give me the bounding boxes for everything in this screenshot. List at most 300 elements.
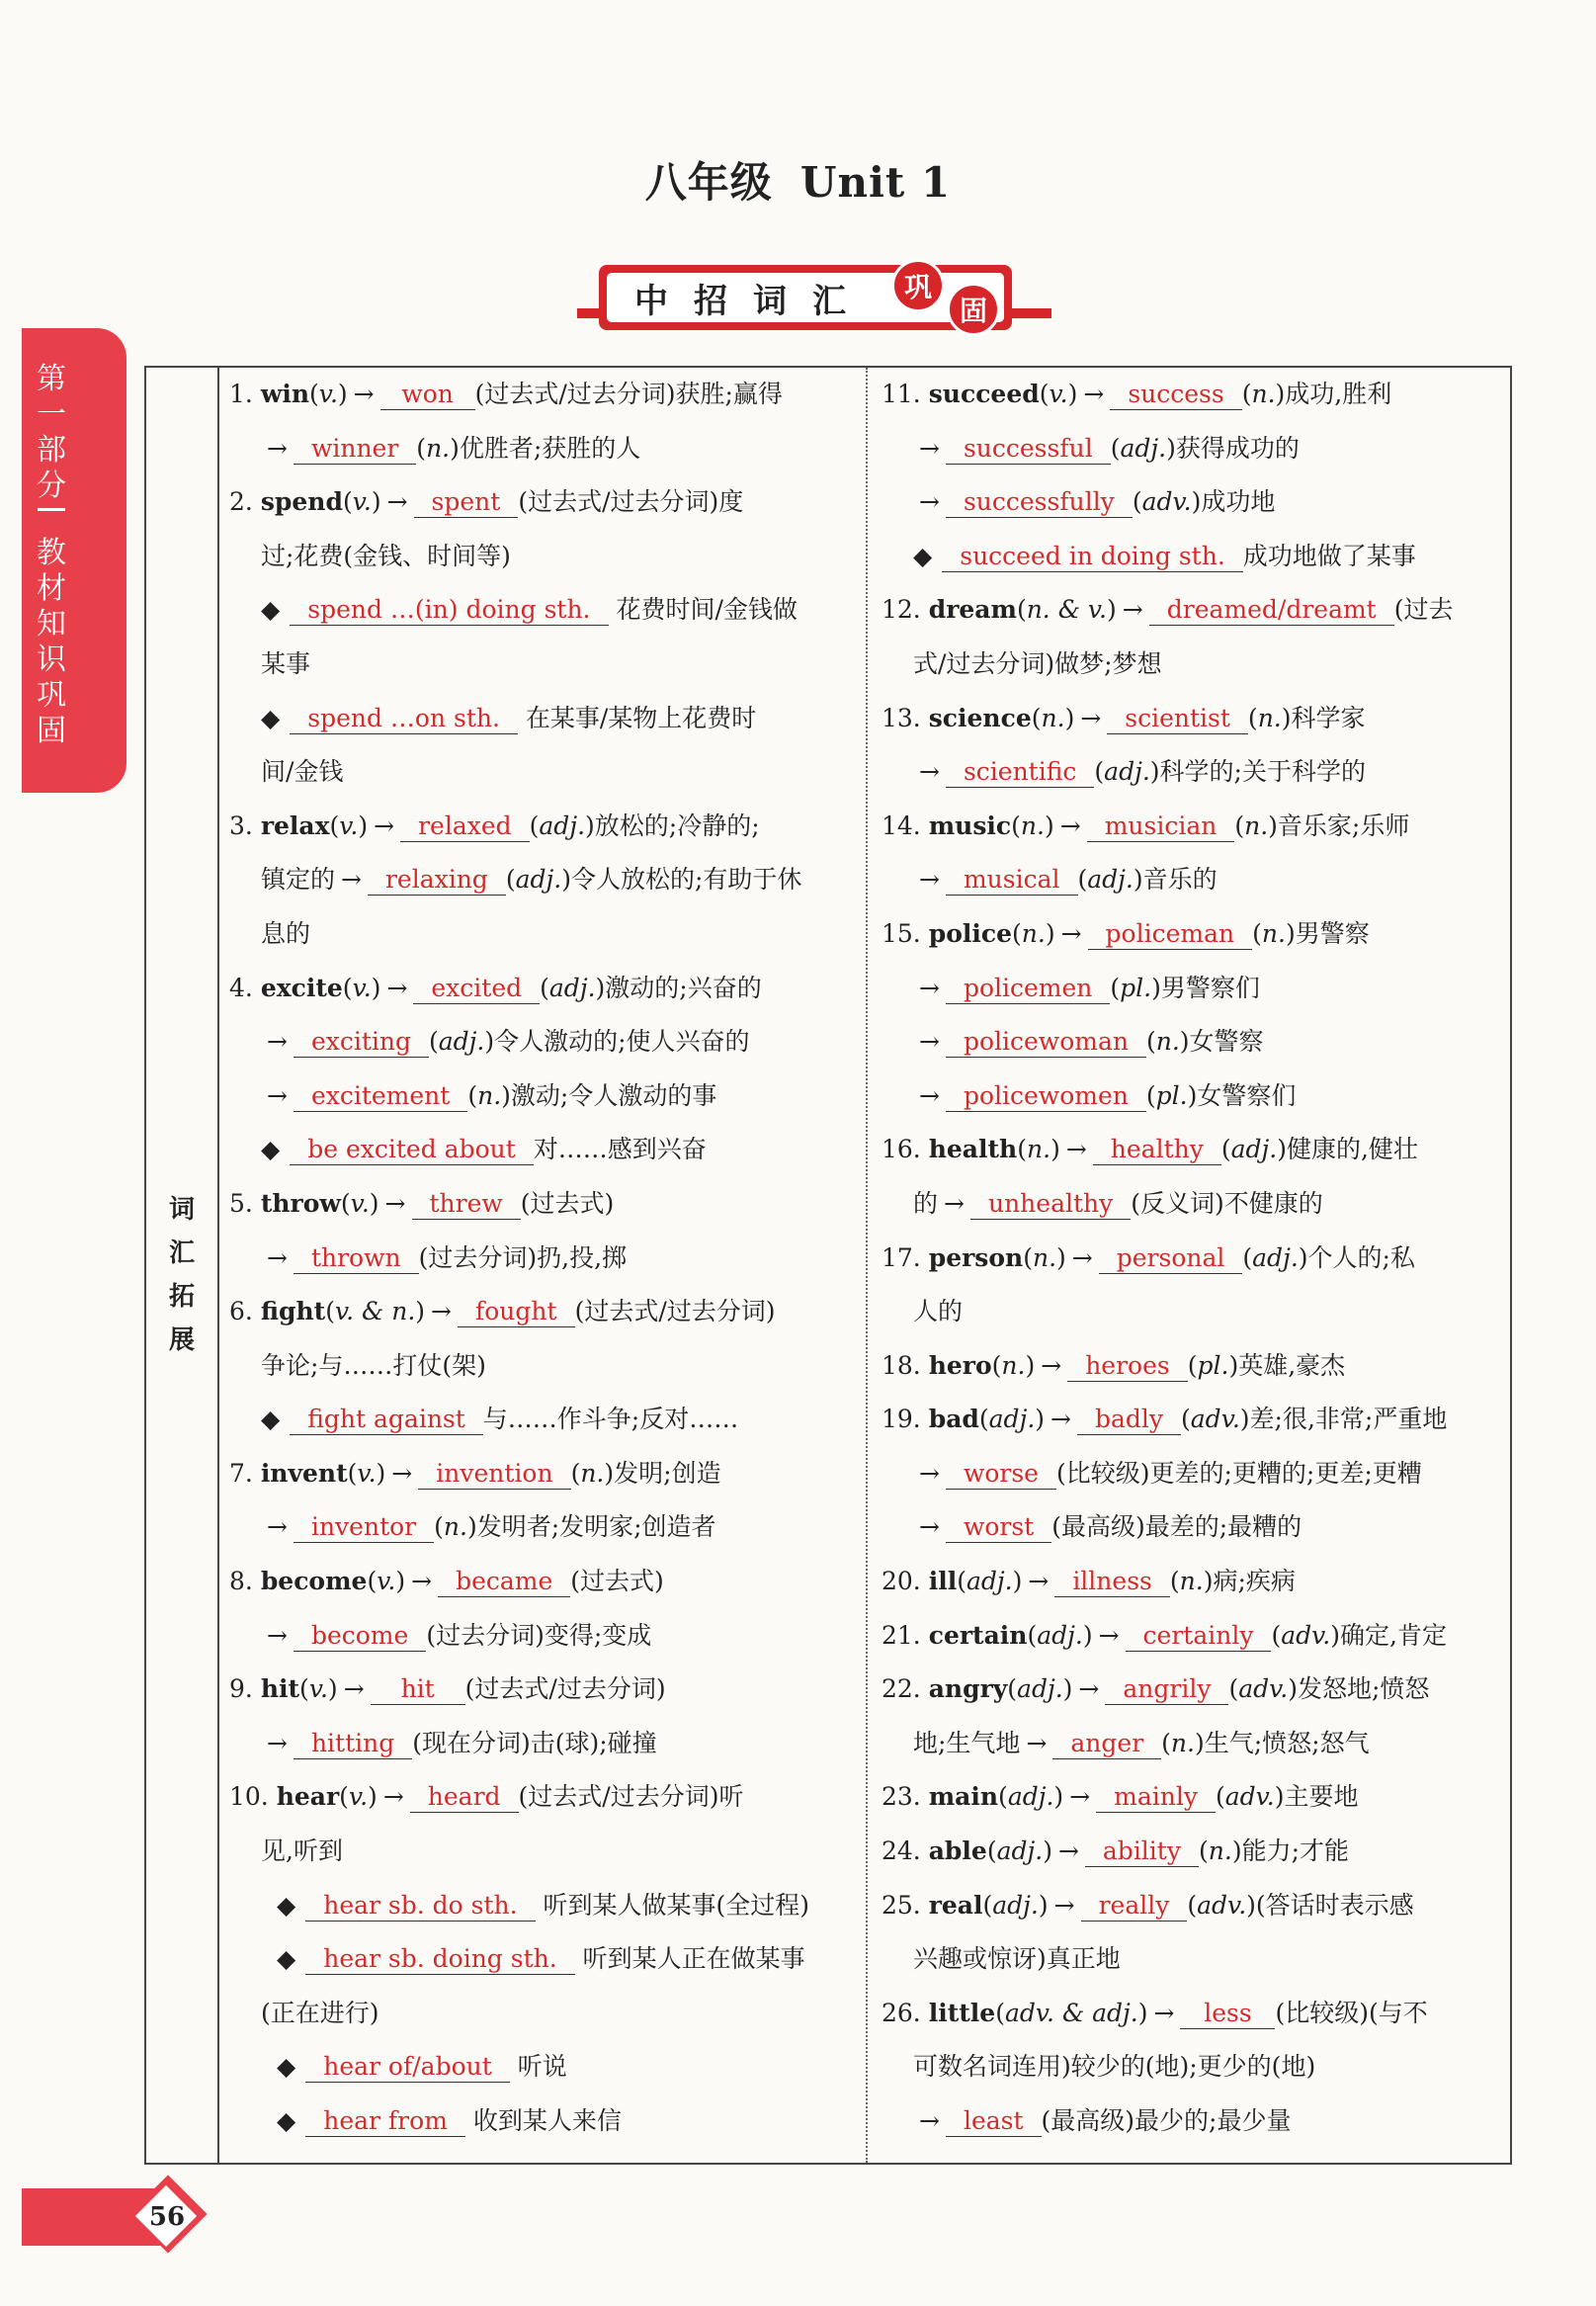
text: )令人放松的;有助于休 — [561, 865, 802, 895]
text: 兴趣或惊讶)真正地 — [913, 1944, 1121, 1974]
answer-blank: heard — [410, 1782, 519, 1813]
banner-char: 中 — [634, 281, 668, 321]
headword: health — [928, 1135, 1018, 1164]
text: ) — [368, 1782, 378, 1812]
answer-blank: least — [946, 2106, 1042, 2137]
answer-blank: musician — [1087, 811, 1235, 842]
part-of-speech: n. — [443, 1512, 467, 1542]
vocab-line — [882, 1987, 1504, 2041]
text: )科学的;关于科学的 — [1149, 757, 1366, 787]
answer-blank: spend …(in) doing sth. — [290, 595, 608, 626]
part-of-speech: v. — [339, 811, 359, 840]
text: 成功地做了某事 — [1242, 541, 1416, 570]
text: 息的 — [261, 918, 311, 948]
part-of-speech: adj. — [1230, 1135, 1278, 1164]
text: 花费时间/金钱做 — [608, 595, 798, 625]
text: (比较级)(与不 — [1275, 1998, 1428, 2027]
text: ) — [1067, 380, 1078, 408]
diamond-bullet: ◆ — [277, 2052, 296, 2082]
banner-badge: 巩 — [891, 259, 945, 312]
text: ( — [1094, 757, 1105, 787]
arrow: → — [919, 1458, 940, 1488]
part-of-speech: adj. — [438, 1027, 485, 1057]
arrow: → — [919, 1027, 940, 1057]
diamond-bullet: ◆ — [261, 595, 281, 625]
text: ( — [986, 1836, 997, 1866]
vocab-line — [882, 1393, 1504, 1447]
answer-blank: thrown — [294, 1243, 419, 1274]
arrow: → — [353, 380, 375, 408]
answer-blank: unhealthy — [970, 1189, 1131, 1220]
headword: music — [928, 811, 1012, 840]
text: 听到某人做某事(全过程) — [535, 1890, 810, 1920]
text: )病;疾病 — [1203, 1567, 1296, 1596]
text: ) — [1107, 595, 1117, 625]
text: ( — [309, 380, 319, 408]
vocab-line — [882, 638, 1504, 692]
text: (过去式/过去分词)获胜;赢得 — [474, 380, 783, 408]
arrow: → — [919, 433, 940, 463]
text: 见,听到 — [261, 1836, 343, 1866]
text: ( — [1016, 595, 1027, 625]
text: ( — [416, 433, 427, 463]
part-of-speech: n. — [1257, 703, 1282, 732]
headword: certain — [928, 1620, 1028, 1650]
page-title — [0, 150, 1596, 210]
headword: science — [928, 703, 1032, 732]
vocab-line — [229, 1285, 862, 1339]
vocab-line — [882, 475, 1504, 530]
text: (过去式) — [520, 1188, 615, 1218]
text: 1. — [229, 380, 261, 408]
part-of-speech: adv. — [1197, 1890, 1247, 1920]
part-of-speech: v. — [352, 973, 372, 1002]
text: (比较级)更差的;更糟的;更差;更糟 — [1055, 1458, 1422, 1488]
part-of-speech: adj. — [1007, 1782, 1054, 1812]
arrow: → — [1026, 1728, 1048, 1757]
part-of-speech: adj. — [996, 1836, 1044, 1866]
part-of-speech: n. & v. — [1026, 595, 1108, 625]
diamond-bullet: ◆ — [277, 1944, 296, 1974]
text: ( — [367, 1567, 378, 1596]
text: 15. — [882, 918, 929, 948]
vertical-char: 分 — [37, 469, 66, 503]
text: )主要地 — [1274, 1782, 1359, 1812]
text: ( — [1187, 1350, 1198, 1380]
answer-blank: dreamed/dreamt — [1149, 595, 1394, 626]
arrow: → — [411, 1567, 433, 1596]
vertical-char: 知 — [37, 607, 66, 641]
vocab-line — [229, 1177, 862, 1232]
vocab-line — [882, 745, 1504, 800]
vocab-line — [229, 368, 862, 422]
side-tab-name — [22, 536, 81, 749]
text: ( — [347, 1458, 358, 1488]
vocab-line — [229, 1232, 862, 1286]
text: ( — [1011, 811, 1021, 840]
text: 26. — [882, 1998, 929, 2027]
vocab-line — [882, 1177, 1504, 1232]
vocab-line — [882, 962, 1504, 1016]
vocab-line — [229, 800, 862, 854]
vocab-line — [882, 1770, 1504, 1825]
diamond-bullet: ◆ — [913, 541, 933, 570]
text: ( — [1271, 1620, 1282, 1650]
vocab-line — [882, 2094, 1504, 2149]
text: 12. — [882, 595, 929, 625]
answer-blank: ability — [1085, 1836, 1199, 1867]
arrow: → — [391, 1458, 413, 1488]
diamond-bullet: ◆ — [261, 703, 281, 732]
headword: relax — [260, 811, 330, 840]
text: 22. — [882, 1674, 929, 1704]
text: ) — [1038, 1890, 1049, 1920]
answer-blank: illness — [1054, 1567, 1170, 1597]
vocab-line — [229, 1447, 862, 1501]
answer-blank: scientific — [946, 757, 1094, 788]
part-of-speech: adj. — [1017, 1674, 1063, 1704]
vocab-line — [229, 1770, 862, 1825]
vocab-line — [229, 1500, 862, 1555]
vocab-line — [882, 422, 1504, 476]
section-label-column — [146, 368, 219, 2163]
vertical-char: 固 — [37, 714, 66, 748]
vocab-line — [229, 1932, 862, 1987]
text: 25. — [882, 1890, 929, 1920]
text: ( — [1039, 380, 1050, 408]
arrow: → — [919, 1512, 940, 1542]
text: )优胜者;获胜的人 — [450, 433, 641, 463]
text: )女警察们 — [1187, 1080, 1297, 1110]
text: )女警察 — [1179, 1027, 1264, 1057]
text: (最高级)最少的;最少量 — [1041, 2106, 1292, 2135]
answer-blank: spent — [414, 487, 519, 518]
vocab-line — [229, 1987, 862, 2041]
part-of-speech: adj. — [1087, 865, 1134, 895]
headword: able — [928, 1836, 987, 1866]
banner-inner — [607, 273, 1004, 322]
headword: person — [928, 1242, 1024, 1272]
answer-blank: really — [1081, 1891, 1188, 1922]
diamond-bullet: ◆ — [277, 2106, 296, 2135]
side-tab — [22, 328, 126, 793]
text: )发明者;发明家;创造者 — [466, 1512, 716, 1542]
text: )获得成功的 — [1166, 433, 1300, 463]
headword: police — [928, 918, 1012, 948]
text: )健康的,健壮 — [1277, 1135, 1418, 1164]
answer-blank: excitement — [294, 1081, 467, 1112]
text: 4. — [229, 973, 261, 1002]
vertical-char: 第 — [37, 362, 66, 396]
part-of-speech: pl. — [1197, 1350, 1229, 1380]
arrow: → — [267, 1027, 288, 1057]
text: (过去分词)扔,投,掷 — [418, 1242, 628, 1272]
text: ( — [1017, 1135, 1027, 1164]
arrow: → — [267, 1620, 288, 1650]
text: 2. — [229, 487, 261, 517]
arrow: → — [1065, 1135, 1087, 1164]
answer-blank: scientist — [1107, 704, 1248, 734]
vocab-line — [882, 1123, 1504, 1177]
diamond-bullet: ◆ — [261, 1135, 281, 1164]
headword: fight — [260, 1297, 326, 1326]
part-of-speech: adj. — [966, 1567, 1013, 1596]
diamond-bullet: ◆ — [261, 1405, 281, 1434]
headword: hero — [928, 1350, 992, 1380]
part-of-speech: adv. — [1141, 487, 1192, 517]
text: ) — [358, 811, 369, 840]
left-column — [229, 368, 862, 2149]
text: 17. — [882, 1242, 929, 1272]
text: ) — [1082, 1620, 1093, 1650]
text: ( — [1169, 1567, 1180, 1596]
text: 11. — [882, 380, 929, 408]
vocab-line — [229, 1555, 862, 1609]
vocab-line — [229, 1717, 862, 1771]
banner-char: 词 — [753, 281, 787, 321]
text: )差;很,非常;严重地 — [1239, 1405, 1448, 1434]
part-of-speech: n. — [1261, 918, 1286, 948]
text: ( — [540, 973, 549, 1002]
part-of-speech: adj. — [515, 865, 562, 895]
text: )音乐家;乐师 — [1268, 811, 1410, 840]
text: 过;花费(金钱、时间等) — [261, 541, 511, 570]
vocab-line — [882, 1555, 1504, 1609]
answer-blank: hear from — [305, 2106, 465, 2137]
answer-blank: inventor — [294, 1512, 434, 1543]
answer-blank: mainly — [1096, 1782, 1216, 1813]
answer-blank: succeed in doing sth. — [942, 542, 1243, 572]
side-tab-part — [22, 362, 81, 504]
part-of-speech: adv. — [1281, 1620, 1331, 1650]
grade-label: 八年级 — [644, 158, 773, 207]
text: 3. — [229, 811, 261, 840]
part-of-speech: v. — [308, 1674, 328, 1704]
arrow: → — [384, 1188, 406, 1218]
vocab-line — [229, 1825, 862, 1879]
headword: bad — [928, 1405, 979, 1434]
text: ) — [376, 1458, 386, 1488]
vocab-table — [144, 366, 1512, 2165]
vocab-line — [229, 638, 862, 692]
arrow: → — [267, 1728, 288, 1757]
part-of-speech: n. — [1244, 811, 1269, 840]
text: ( — [342, 973, 353, 1002]
text: 间/金钱 — [261, 757, 344, 787]
text: ( — [1220, 1135, 1231, 1164]
text: ) — [1045, 918, 1055, 948]
vocab-line — [882, 692, 1504, 746]
vocab-line — [229, 692, 862, 746]
text: )成功,胜利 — [1275, 380, 1392, 408]
text: 8. — [229, 1567, 261, 1596]
text: )音乐的 — [1133, 865, 1218, 895]
side-tab-divider — [38, 508, 65, 511]
part-of-speech: v. — [318, 380, 338, 408]
text: (过去式/过去分词)听 — [518, 1782, 744, 1812]
vocab-line — [882, 853, 1504, 907]
text: 某事 — [261, 648, 311, 678]
arrow: → — [919, 487, 940, 517]
text: ( — [1242, 1242, 1253, 1272]
vertical-char: 展 — [168, 1325, 195, 1355]
part-of-speech: n. — [1021, 918, 1046, 948]
text: 与……作斗争;反对…… — [482, 1405, 739, 1434]
text: )激动;令人激动的事 — [501, 1080, 717, 1110]
vocab-line — [882, 1285, 1504, 1339]
answer-blank: success — [1110, 380, 1241, 410]
headword: dream — [928, 595, 1017, 625]
right-column — [882, 368, 1504, 2149]
text: 9. — [229, 1674, 261, 1704]
part-of-speech: adj. — [539, 811, 586, 840]
arrow: → — [1069, 1782, 1091, 1812]
text: )科学家 — [1281, 703, 1366, 732]
text: ) — [415, 1297, 426, 1326]
text: ( — [978, 1405, 989, 1434]
text: )发怒地;愤怒 — [1288, 1674, 1430, 1704]
text: ) — [1035, 1405, 1046, 1434]
vocab-line — [229, 1879, 862, 1933]
answer-blank: policemen — [946, 974, 1110, 1004]
text: ( — [1077, 865, 1088, 895]
vocab-line — [229, 1393, 862, 1447]
part-of-speech: adj. — [992, 1890, 1039, 1920]
part-of-speech: adv. — [1190, 1405, 1240, 1434]
text: ( — [1110, 973, 1121, 1002]
arrow: → — [431, 1297, 452, 1326]
part-of-speech: adj. — [1252, 1242, 1299, 1272]
part-of-speech: n. — [1170, 1728, 1195, 1757]
text: )能力;才能 — [1231, 1836, 1349, 1866]
answer-blank: worse — [946, 1459, 1056, 1490]
part-of-speech: n. — [1027, 1135, 1051, 1164]
part-of-speech: n. — [426, 433, 451, 463]
text: 13. — [882, 703, 929, 732]
vertical-char: 材 — [37, 571, 66, 606]
part-of-speech: v. — [352, 487, 372, 517]
text: 14. — [882, 811, 929, 840]
text: 21. — [882, 1620, 929, 1650]
text: ( — [1023, 1242, 1033, 1272]
text: ( — [429, 1027, 439, 1057]
vertical-char: 一 — [37, 397, 66, 432]
text: ( — [1012, 918, 1022, 948]
part-of-speech: n. — [1251, 380, 1276, 408]
vocab-line — [229, 475, 862, 530]
text: (过去分词)变得;变成 — [426, 1620, 652, 1650]
text: ) — [369, 1188, 379, 1218]
text: 24. — [882, 1836, 929, 1866]
text: ( — [325, 1297, 335, 1326]
text: ( — [342, 487, 353, 517]
text: ) — [327, 1674, 338, 1704]
part-of-speech: adj. — [1120, 433, 1167, 463]
text: ( — [467, 1080, 478, 1110]
answer-blank: less — [1180, 1999, 1275, 2029]
headword: real — [928, 1890, 983, 1920]
arrow: → — [1083, 380, 1105, 408]
headword: invent — [260, 1458, 348, 1488]
part-of-speech: v. & n. — [334, 1297, 416, 1326]
vocab-line — [882, 583, 1504, 638]
part-of-speech: adv. & adj. — [1004, 1998, 1138, 2027]
part-of-speech: n. — [1032, 1242, 1057, 1272]
part-of-speech: v. — [1049, 380, 1068, 408]
text: ( — [340, 1188, 351, 1218]
arrow: → — [341, 865, 362, 895]
part-of-speech: pl. — [1120, 973, 1152, 1002]
text: 收到某人来信 — [464, 2106, 622, 2135]
arrow: → — [1041, 1350, 1062, 1380]
vocab-line — [229, 583, 862, 638]
answer-blank: hear sb. do sth. — [305, 1891, 535, 1922]
text: (过去式/过去分词)度 — [518, 487, 744, 517]
arrow: → — [919, 973, 940, 1002]
diamond-bullet: ◆ — [277, 1890, 296, 1920]
page-number-badge — [22, 2175, 210, 2254]
text: ) — [371, 487, 381, 517]
text: (最高级)最差的;最糟的 — [1051, 1512, 1302, 1542]
text: ) — [395, 1567, 406, 1596]
vocab-line — [882, 1069, 1504, 1124]
text: ) — [1050, 1135, 1060, 1164]
headword: throw — [260, 1188, 341, 1218]
arrow: → — [267, 433, 288, 463]
text: 地;生气地 — [913, 1728, 1021, 1757]
text: ( — [1181, 1405, 1191, 1434]
vertical-char: 教 — [37, 536, 66, 570]
section-banner — [577, 265, 1051, 346]
vocab-line — [882, 1447, 1504, 1501]
headword: excite — [260, 973, 343, 1002]
text: ) — [1025, 1350, 1036, 1380]
text: ) — [1062, 1674, 1073, 1704]
text: )发明;创造 — [604, 1458, 721, 1488]
text: ( — [1132, 487, 1142, 517]
text: (正在进行) — [261, 1998, 379, 2027]
arrow: → — [267, 1080, 288, 1110]
arrow: → — [386, 973, 408, 1002]
answer-blank: policewomen — [946, 1081, 1146, 1112]
text: (现在分词)击(球);碰撞 — [412, 1728, 657, 1757]
answer-blank: certainly — [1126, 1621, 1272, 1652]
part-of-speech: v. — [357, 1458, 377, 1488]
text: 20. — [882, 1567, 929, 1596]
answer-blank: musical — [946, 865, 1078, 896]
text: 6. — [229, 1297, 261, 1326]
headword: become — [260, 1567, 368, 1596]
arrow: → — [944, 1188, 965, 1218]
text: ) — [337, 380, 348, 408]
vertical-char: 巩 — [37, 678, 66, 713]
answer-blank: fight against — [290, 1405, 483, 1435]
text: (反义词)不健康的 — [1131, 1188, 1323, 1218]
text: ( — [1007, 1674, 1018, 1704]
text: ( — [505, 865, 516, 895]
vocab-line — [882, 1879, 1504, 1933]
answer-blank: hitting — [294, 1729, 412, 1759]
vocab-line — [882, 2040, 1504, 2094]
vocab-line — [882, 1825, 1504, 1879]
text: ( — [434, 1512, 444, 1542]
part-of-speech: pl. — [1155, 1080, 1188, 1110]
text: (过去式/过去分词) — [574, 1297, 776, 1326]
answer-blank: excited — [413, 974, 540, 1004]
text: ( — [1241, 380, 1252, 408]
text: (过去 — [1393, 595, 1454, 625]
vocab-line — [229, 2094, 862, 2149]
